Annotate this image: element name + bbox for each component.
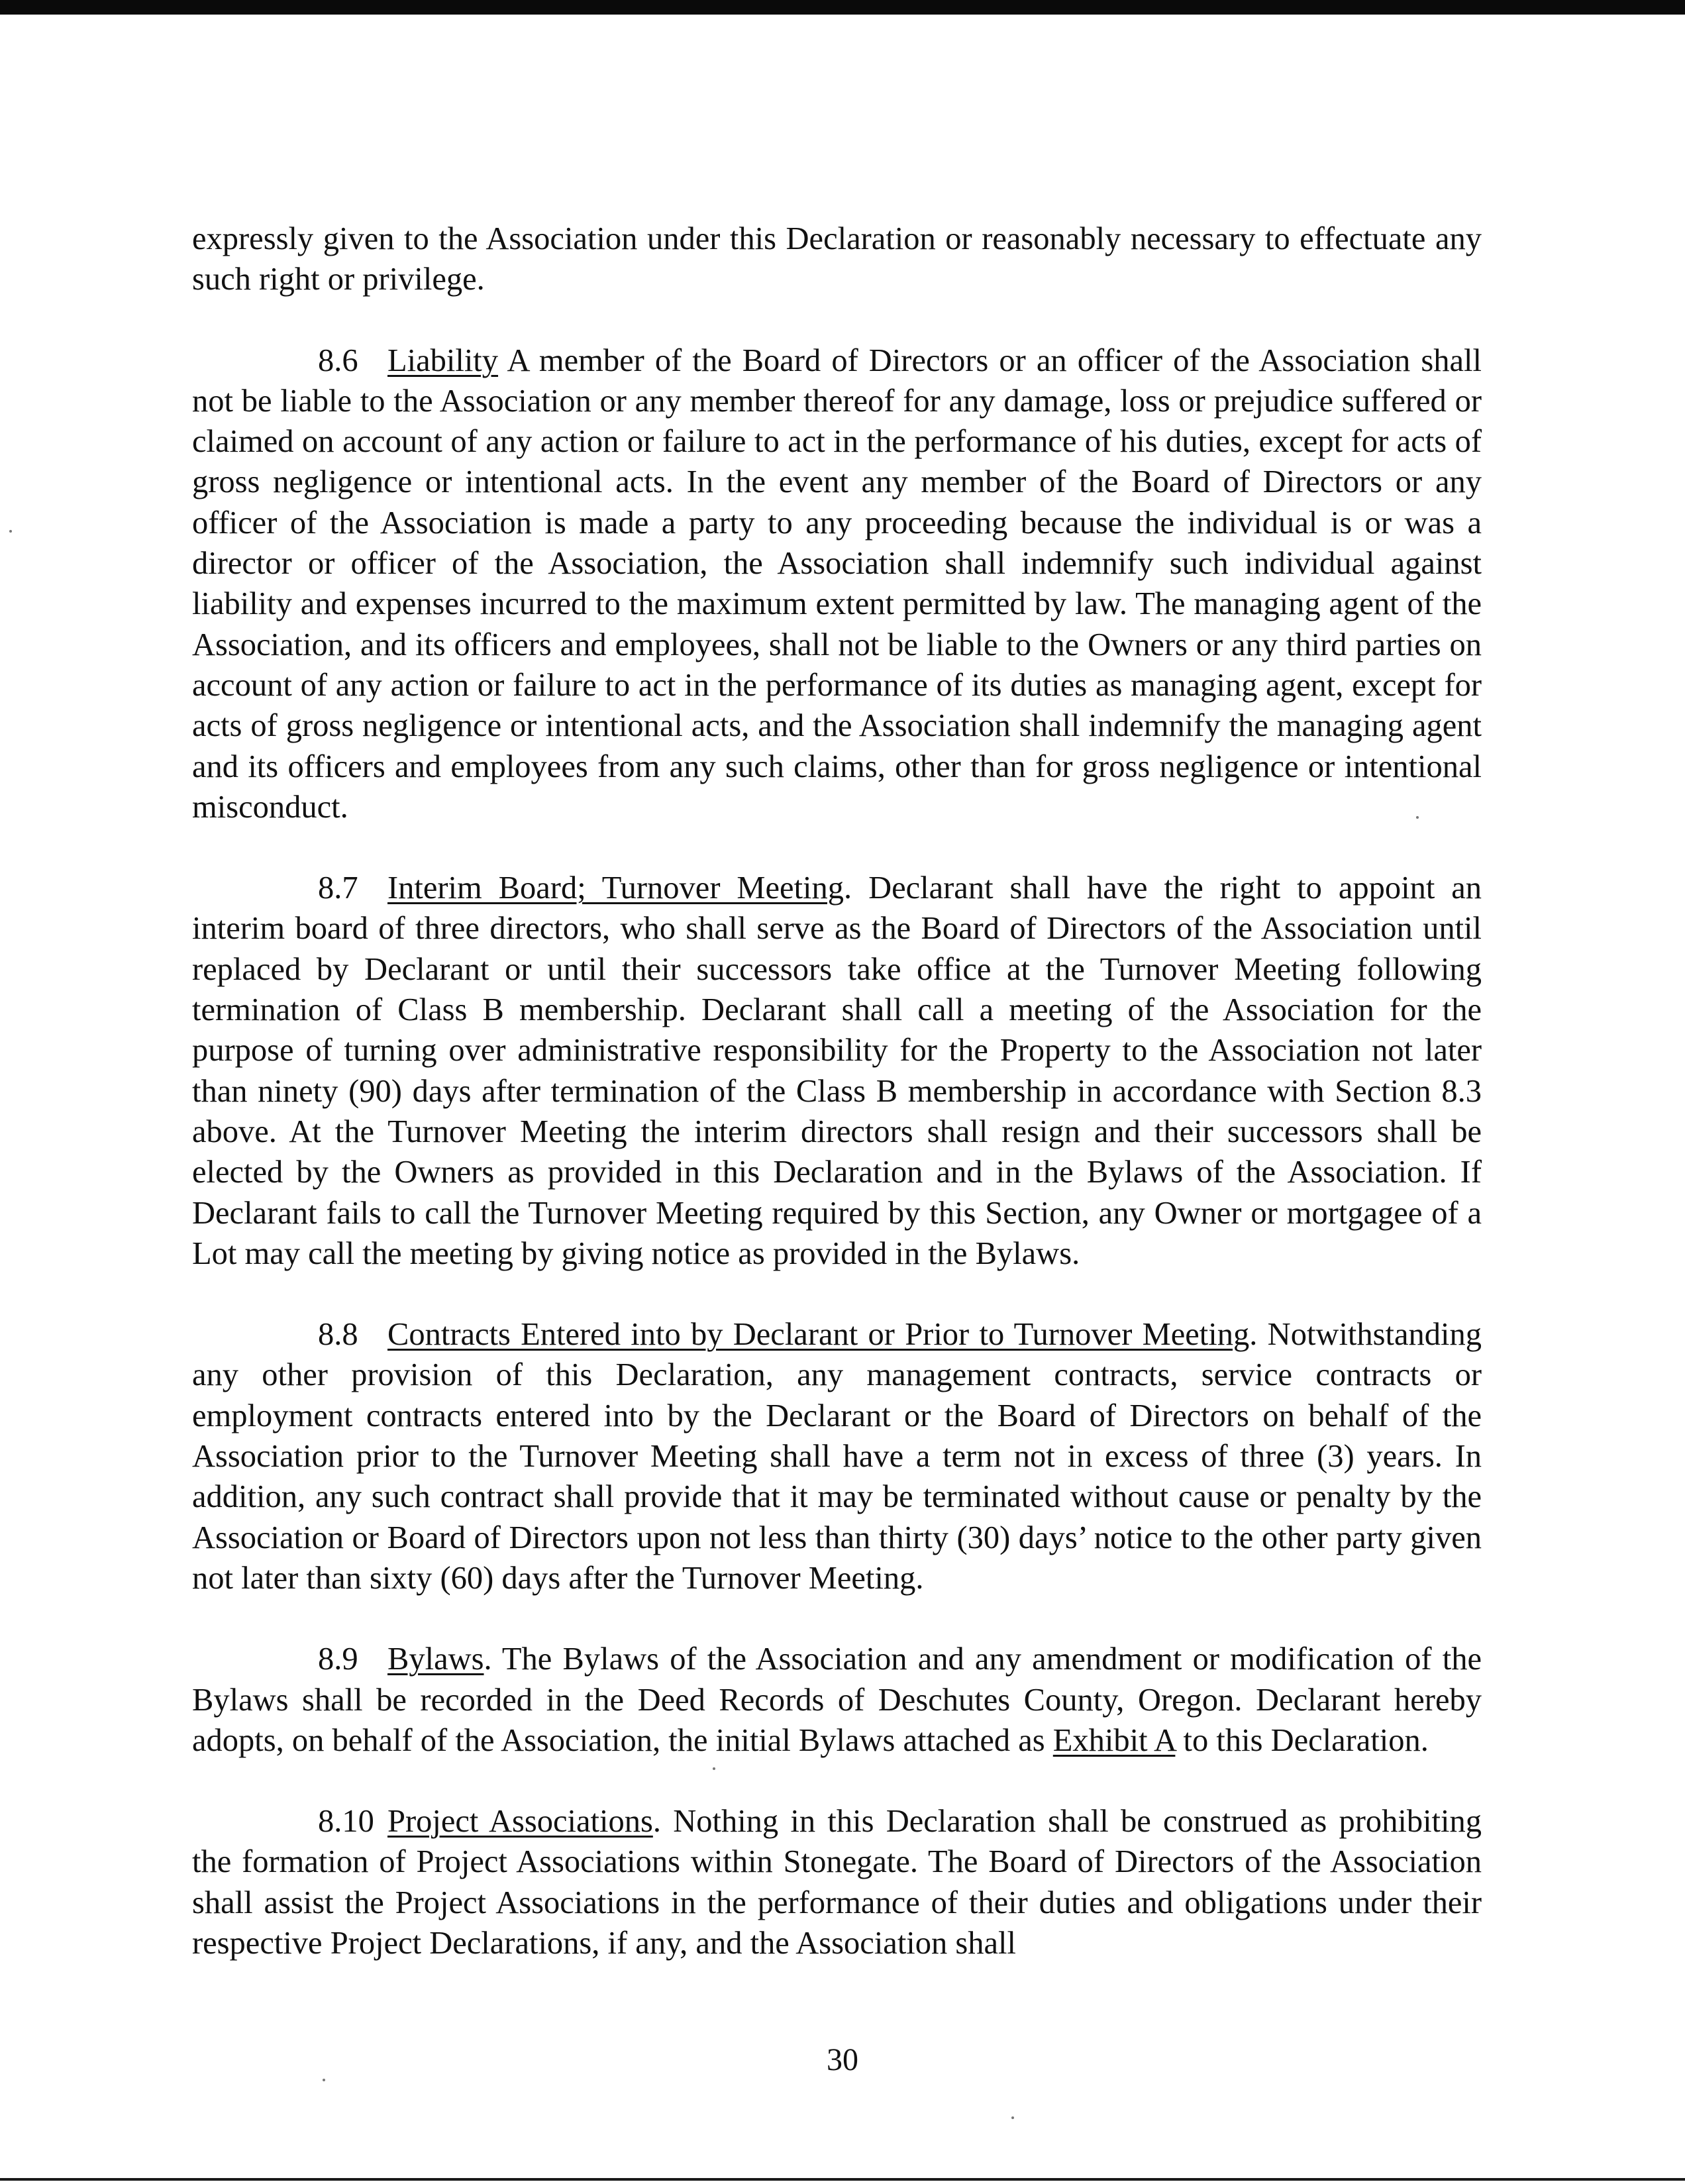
page-number: 30	[827, 2042, 858, 2077]
document-body	[192, 219, 1482, 2004]
section-heading: Project Associations	[387, 1804, 653, 1840]
scan-speck	[323, 2079, 325, 2081]
section-8-9	[192, 1639, 1482, 1761]
exhibit-reference: Exhibit A	[1052, 1722, 1176, 1758]
section-number: 8.8	[318, 1317, 358, 1353]
section-body: . The Bylaws of the Association and any amendment or modification of the Bylaws shall be recorded in the Deed Records of Deschutes County, Oregon. Declarant hereby adopts, on behalf of the Association, the initial Bylaws attached as	[192, 1641, 1482, 1758]
section-8-6	[192, 340, 1482, 828]
scan-bottom-border	[0, 2178, 1685, 2181]
section-number: 8.6	[318, 342, 358, 378]
section-body: A member of the Board of Directors or an officer of the Association shall not be liable to the Association or any member thereof for any damage, loss or prejudice suffered or claimed on account of any action or failure to act in the performance of his duties, except for acts of gross negligence or intentional acts. In the event any member of the Board of Directors or any officer of the Association is made a party to any proceeding because the individual is or was a director or officer of the Association, the Association shall indemnify such individual against liability and expenses incurred to the maximum extent permitted by law. The managing agent of the Association, and its officers and employees, shall not be liable to the Owners or any third parties on account of any action or failure to act in the performance of its duties as managing agent, except for acts of gross negligence or intentional acts, and the Association shall indemnify the managing agent and its officers and employees from any such claims, other than for gross negligence or intentional misconduct.	[192, 342, 1482, 825]
section-number: 8.7	[318, 870, 358, 906]
section-body-end: to this Declaration.	[1175, 1722, 1429, 1758]
intro-text: expressly given to the Association under this Declaration or reasonably necessary to effectuate any such right or privilege.	[192, 221, 1482, 297]
section-8-7	[192, 868, 1482, 1274]
section-8-8	[192, 1314, 1482, 1598]
scan-speck	[9, 530, 12, 533]
section-heading: Liability	[387, 342, 499, 378]
intro-paragraph	[192, 219, 1482, 300]
section-number: 8.10	[318, 1804, 374, 1840]
section-body: . Declarant shall have the right to appoint an interim board of three directors, who shall serve as the Board of Directors of the Association until replaced by Declarant or until their successors take office at the Turnover Meeting following termination of Class B membership. Declarant shall call a meeting of the Association for the purpose of turning over administrative responsibility for the Property to the Association not later than ninety (90) days after termination of the Class B membership in accordance with Section 8.3 above. At the Turnover Meeting the interim directors shall resign and their successors shall be elected by the Owners as provided in this Declaration and in the Bylaws of the Association. If Declarant fails to call the Turnover Meeting required by this Section, any Owner or mortgagee of a Lot may call the meeting by giving notice as provided in the Bylaws.	[192, 870, 1482, 1271]
section-number: 8.9	[318, 1641, 358, 1677]
section-heading: Contracts Entered into by Declarant or Prior to Turnover Meeting	[387, 1317, 1250, 1353]
scan-top-border	[0, 0, 1685, 15]
section-heading: Bylaws	[387, 1641, 484, 1677]
section-body: . Notwithstanding any other provision of this Declaration, any management contracts, service contracts or employment contracts entered into by the Declarant or the Board of Directors on behalf of the Association prior to the Turnover Meeting shall have a term not in excess of three (3) years. In addition, any such contract shall provide that it may be terminated without cause or penalty by the Association or Board of Directors upon not less than thirty (30) days’ notice to the other party given not later than sixty (60) days after the Turnover Meeting.	[192, 1317, 1482, 1596]
scan-speck	[713, 1767, 715, 1770]
section-body: . Nothing in this Declaration shall be construed as prohibiting the formation of Project Associations within Stonegate. The Board of Directors of the Association shall assist the Project Associations in the performance of their duties and obligations under their respective Project Declarations, if any, and the Association shall	[192, 1804, 1482, 1961]
section-8-10	[192, 1801, 1482, 1963]
scan-speck	[1011, 2116, 1014, 2119]
scan-speck	[1416, 816, 1419, 819]
section-heading: Interim Board; Turnover Meeting	[387, 870, 844, 906]
